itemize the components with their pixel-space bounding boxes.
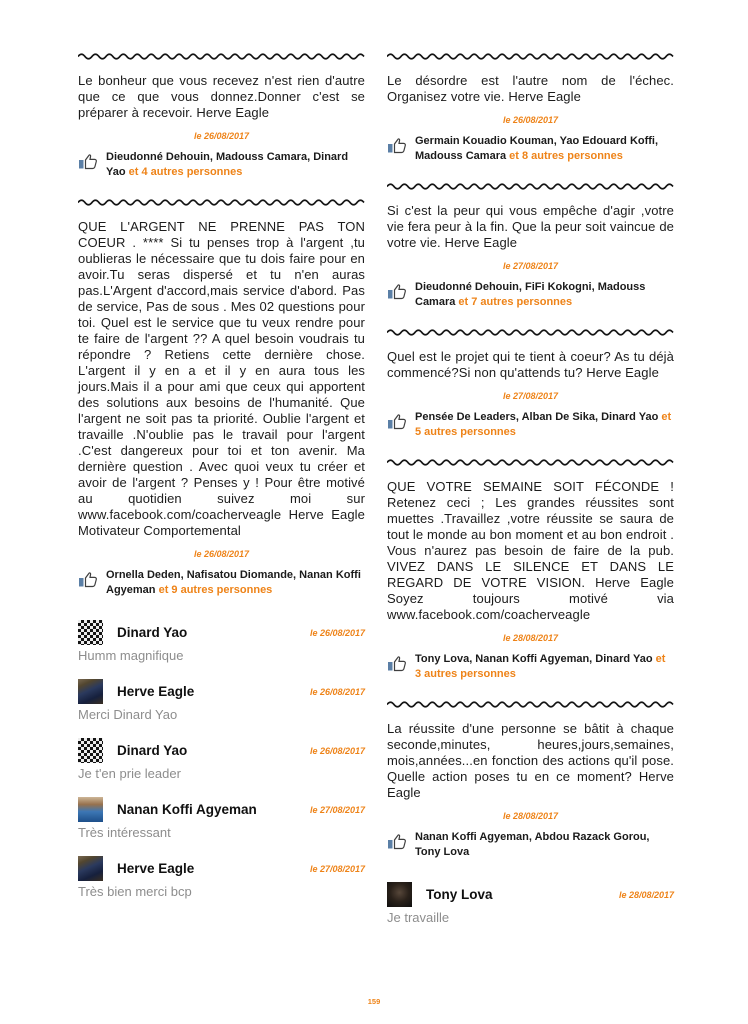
comment (387, 882, 674, 926)
likes-more-count: et 7 autres personnes (455, 296, 573, 308)
likes-more-count: et 4 autres personnes (125, 166, 243, 178)
likes-more-count: et 9 autres personnes (155, 584, 273, 596)
likes-text (415, 280, 674, 310)
likes-text (415, 652, 674, 682)
liker-names: Ornella Deden, Nafisatou Diomande, Nanan Koffi Agyeman (106, 569, 361, 596)
comment-text: Très bien merci bcp (78, 884, 192, 899)
likes-more-count: et 5 autres personnes (415, 411, 672, 438)
post-date: le 28/08/2017 (502, 811, 559, 821)
likes-more-count: et 3 autres personnes (415, 653, 666, 680)
wavy-divider-icon (387, 52, 674, 61)
left-column (78, 52, 365, 926)
thumbs-up-icon (387, 135, 407, 154)
likes-row (387, 134, 674, 164)
avatar (78, 738, 103, 763)
comment-text: Humm magnifique (78, 648, 184, 663)
post (78, 198, 365, 900)
comment-text: Merci Dinard Yao (78, 707, 178, 722)
post-date: le 26/08/2017 (502, 115, 559, 125)
likes-row (387, 280, 674, 310)
avatar (78, 856, 103, 881)
post-text: Si c'est la peur qui vous empêche d'agir ,votre vie fera peur à la fin. Que la peur soit vaincue de votre vie. Herve Eagle (387, 203, 674, 250)
page-number: 159 (367, 997, 381, 1006)
likes-row (387, 410, 674, 440)
likes-text (415, 830, 674, 860)
wavy-divider-icon (387, 328, 674, 337)
comments-thread (387, 882, 674, 926)
comments-thread (78, 620, 365, 900)
post-text: QUE VOTRE SEMAINE SOIT FÉCONDE ! Retenez ceci ; Les grandes réussites sont muettes .Travaillez ,votre réussite se saura de tout le monde au bon moment et au bon endroit . Vous n'aurez pas besoin de faire de la pub. VIVEZ DANS LE SILENCE ET DANS LE REGARD DE VOTRE VISION. Herve Eagle Soyez toujours motivé via www.facebook.com/coacherveagle (387, 479, 674, 622)
liker-names: Nanan Koffi Agyeman, Abdou Razack Gorou, Tony Lova (415, 831, 650, 858)
comment-author: Herve Eagle (117, 684, 195, 699)
comment-author: Dinard Yao (117, 625, 188, 640)
thumbs-up-icon (78, 151, 98, 170)
comment-author: Herve Eagle (117, 861, 195, 876)
post-date: le 28/08/2017 (502, 633, 559, 643)
avatar (387, 882, 412, 907)
comment-author: Tony Lova (426, 887, 493, 902)
comment (78, 620, 365, 664)
likes-text (106, 150, 365, 180)
comment-date: le 28/08/2017 (618, 889, 674, 900)
wavy-divider-icon (387, 458, 674, 467)
comment-author: Dinard Yao (117, 743, 188, 758)
two-column-layout (78, 52, 672, 926)
likes-text (415, 134, 674, 164)
likes-row (387, 652, 674, 682)
post-text: Quel est le projet qui te tient à coeur? As tu déjà commencé?Si non qu'attends tu? Herve Eagle (387, 349, 674, 380)
post-text: Le bonheur que vous recevez n'est rien d'autre que ce que vous donnez.Donner c'est se préparer à recevoir. Herve Eagle (78, 73, 365, 120)
likes-text (415, 410, 674, 440)
comment-date: le 27/08/2017 (309, 863, 365, 874)
likes-row (387, 830, 674, 860)
likes-row (78, 568, 365, 598)
liker-names: Pensée De Leaders, Alban De Sika, Dinard Yao (415, 411, 659, 423)
post (387, 458, 674, 682)
comment-date: le 26/08/2017 (309, 686, 365, 697)
comment-text: Je travaille (387, 910, 450, 925)
wavy-divider-icon (78, 198, 365, 207)
post-text: QUE L'ARGENT NE PRENNE PAS TON COEUR . **** Si tu penses trop à l'argent ,tu oublieras le nécessaire que tu dois faire pour en avoir.Tu seras dispersé et tu n'en auras pas.L'Argent d'accord,mais service d'abord. Pas de service, Pas de sous . Mes 02 questions pour toi. Quel est le service que tu veux rendre pour te faire de l'argent ?? A quel besoin voudrais tu répondre ? Retiens cette dernière chose. L'argent il y en a et il y en aura tous les jours.Mais il a pour ami que ceux qui apportent des solutions aux besoins de l'humanité. Que l'argent ne soit pas ta priorité. Oublie l'argent et travaille .N'oublie pas le travail pour l'argent .C'est dangereux pour toi et ton avenir. Ma dernière question . Avec quoi veux tu créer et avoir de l'argent ? Penses y ! Pour être motivé au quotidien suivez moi sur www.facebook.com/coacherveagle Herve Eagle Motivateur Comportemental (78, 219, 365, 538)
likes-more-count: et 8 autres personnes (506, 150, 623, 162)
post-date: le 26/08/2017 (193, 549, 250, 559)
thumbs-up-icon (78, 569, 98, 588)
post-text: Le désordre est l'autre nom de l'échec. Organisez votre vie. Herve Eagle (387, 73, 674, 104)
thumbs-up-icon (387, 411, 407, 430)
post-date: le 27/08/2017 (502, 391, 559, 401)
post-date: le 27/08/2017 (502, 261, 559, 271)
right-column (387, 52, 674, 926)
thumbs-up-icon (387, 831, 407, 850)
comment (78, 738, 365, 782)
comment-date: le 27/08/2017 (309, 804, 365, 815)
liker-names: Dieudonné Dehouin, Madouss Camara, Dinard Yao (106, 151, 349, 178)
comment (78, 856, 365, 900)
likes-text (106, 568, 365, 598)
liker-names: Dieudonné Dehouin, FiFi Kokogni, Madouss Camara (415, 281, 646, 308)
post (387, 700, 674, 926)
comment-text: Très intéressant (78, 825, 171, 840)
avatar (78, 679, 103, 704)
likes-row (78, 150, 365, 180)
liker-names: Tony Lova, Nanan Koffi Agyeman, Dinard Yao (415, 653, 653, 665)
post (78, 52, 365, 180)
avatar (78, 797, 103, 822)
post (387, 182, 674, 310)
post (387, 52, 674, 164)
liker-names: Germain Kouadio Kouman, Yao Edouard Koffi, Madouss Camara (415, 135, 659, 162)
avatar (78, 620, 103, 645)
comment-text: Je t'en prie leader (78, 766, 181, 781)
thumbs-up-icon (387, 281, 407, 300)
comment (78, 797, 365, 841)
post-text: La réussite d'une personne se bâtit à chaque seconde,minutes, heures,jours,semaines, mois,années...en fonction des actions qu'il pose. Quelle action poses tu en ce moment? Herve Eagle (387, 721, 674, 800)
thumbs-up-icon (387, 653, 407, 672)
wavy-divider-icon (387, 700, 674, 709)
comment (78, 679, 365, 723)
comment-author: Nanan Koffi Agyeman (117, 802, 257, 817)
post (387, 328, 674, 440)
comment-date: le 26/08/2017 (309, 745, 365, 756)
wavy-divider-icon (78, 52, 365, 61)
comment-date: le 26/08/2017 (309, 627, 365, 638)
post-date: le 26/08/2017 (193, 131, 250, 141)
wavy-divider-icon (387, 182, 674, 191)
